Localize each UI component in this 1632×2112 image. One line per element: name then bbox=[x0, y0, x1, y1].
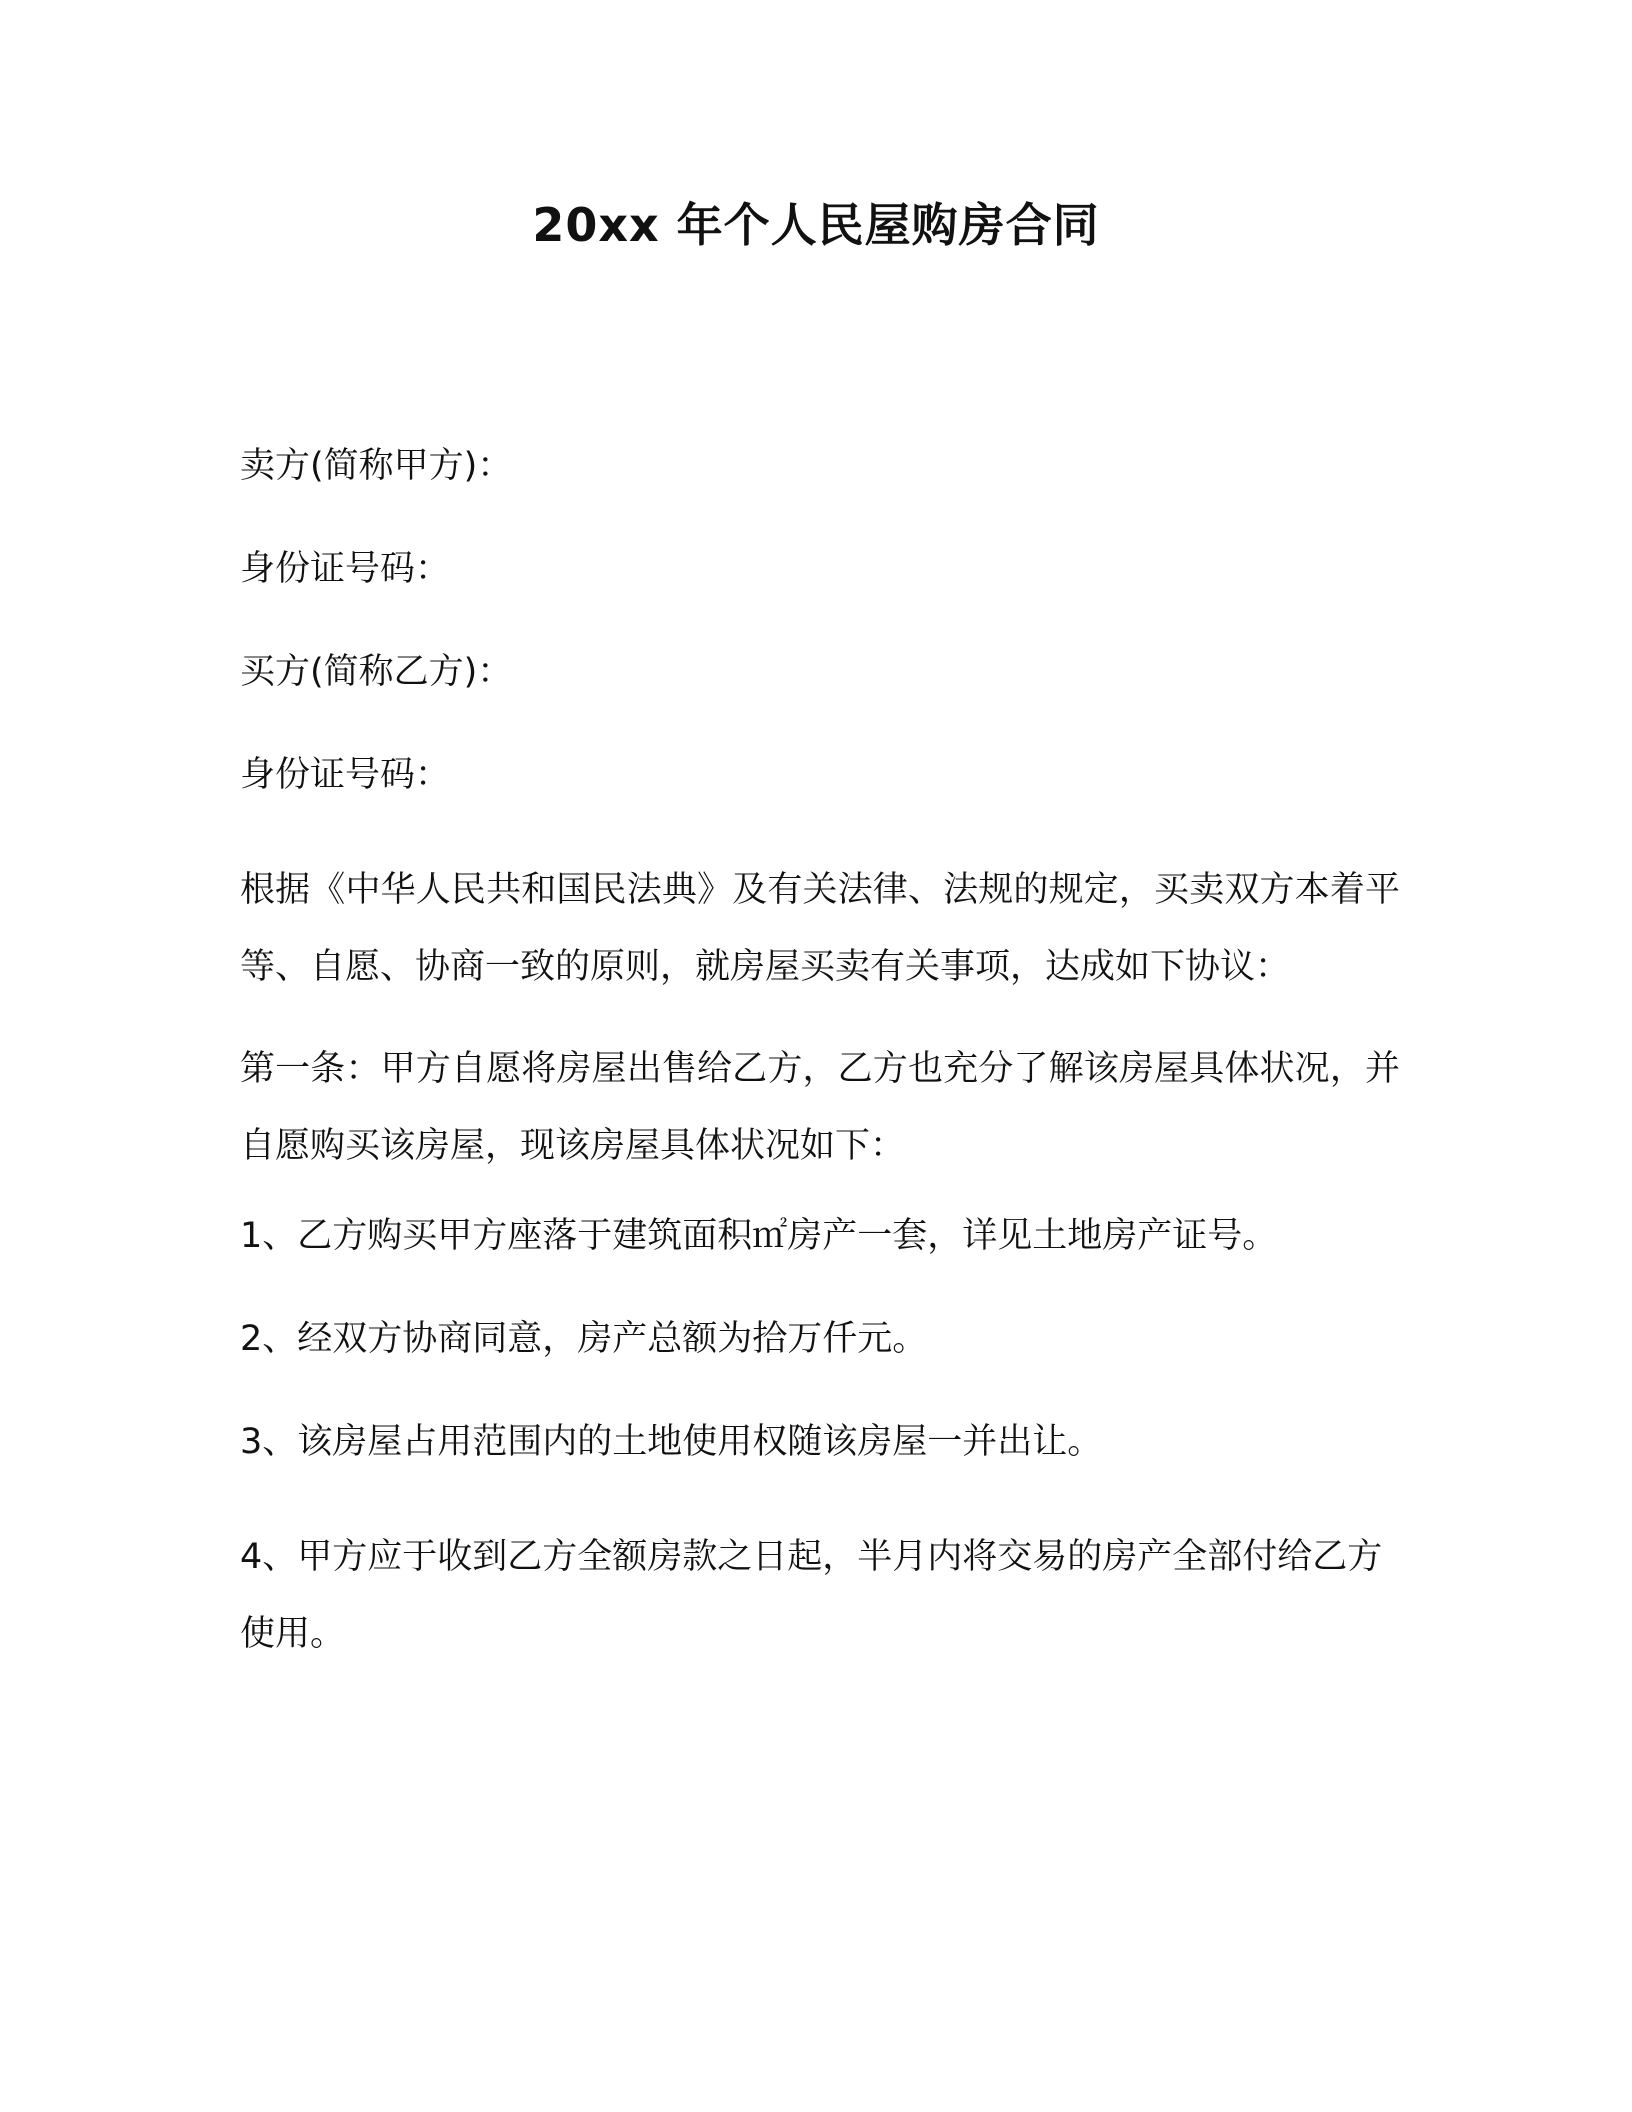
item-1: 1、乙方购买甲方座落于建筑面积㎡房产一套，详见土地房产证号。 bbox=[240, 1216, 1278, 1256]
seller-field: 卖方(简称甲方)： bbox=[240, 446, 513, 486]
item-4: 4、甲方应于收到乙方全额房款之日起，半月内将交易的房产全部付给乙方使用。 bbox=[240, 1537, 1383, 1654]
buyer-field: 买方(简称乙方)： bbox=[240, 652, 513, 692]
seller-id-field: 身份证号码： bbox=[240, 549, 451, 589]
item-2: 2、经双方协商同意，房产总额为拾万仟元。 bbox=[240, 1319, 928, 1359]
preamble-paragraph: 根据《中华人民共和国民法典》及有关法律、法规的规定，买卖双方本着平等、自愿、协商一致的原则，就房屋买卖有关事项，达成如下协议： bbox=[240, 870, 1400, 987]
article-1-paragraph: 第一条：甲方自愿将房屋出售给乙方，乙方也充分了解该房屋具体状况，并自愿购买该房屋，现该房屋具体状况如下： bbox=[240, 1049, 1400, 1166]
item-3: 3、该房屋占用范围内的土地使用权随该房屋一并出让。 bbox=[240, 1422, 1103, 1462]
document-title: 20xx 年个人民屋购房合同 bbox=[532, 198, 1100, 252]
buyer-id-field: 身份证号码： bbox=[240, 755, 451, 795]
document-body bbox=[240, 440, 1400, 1698]
